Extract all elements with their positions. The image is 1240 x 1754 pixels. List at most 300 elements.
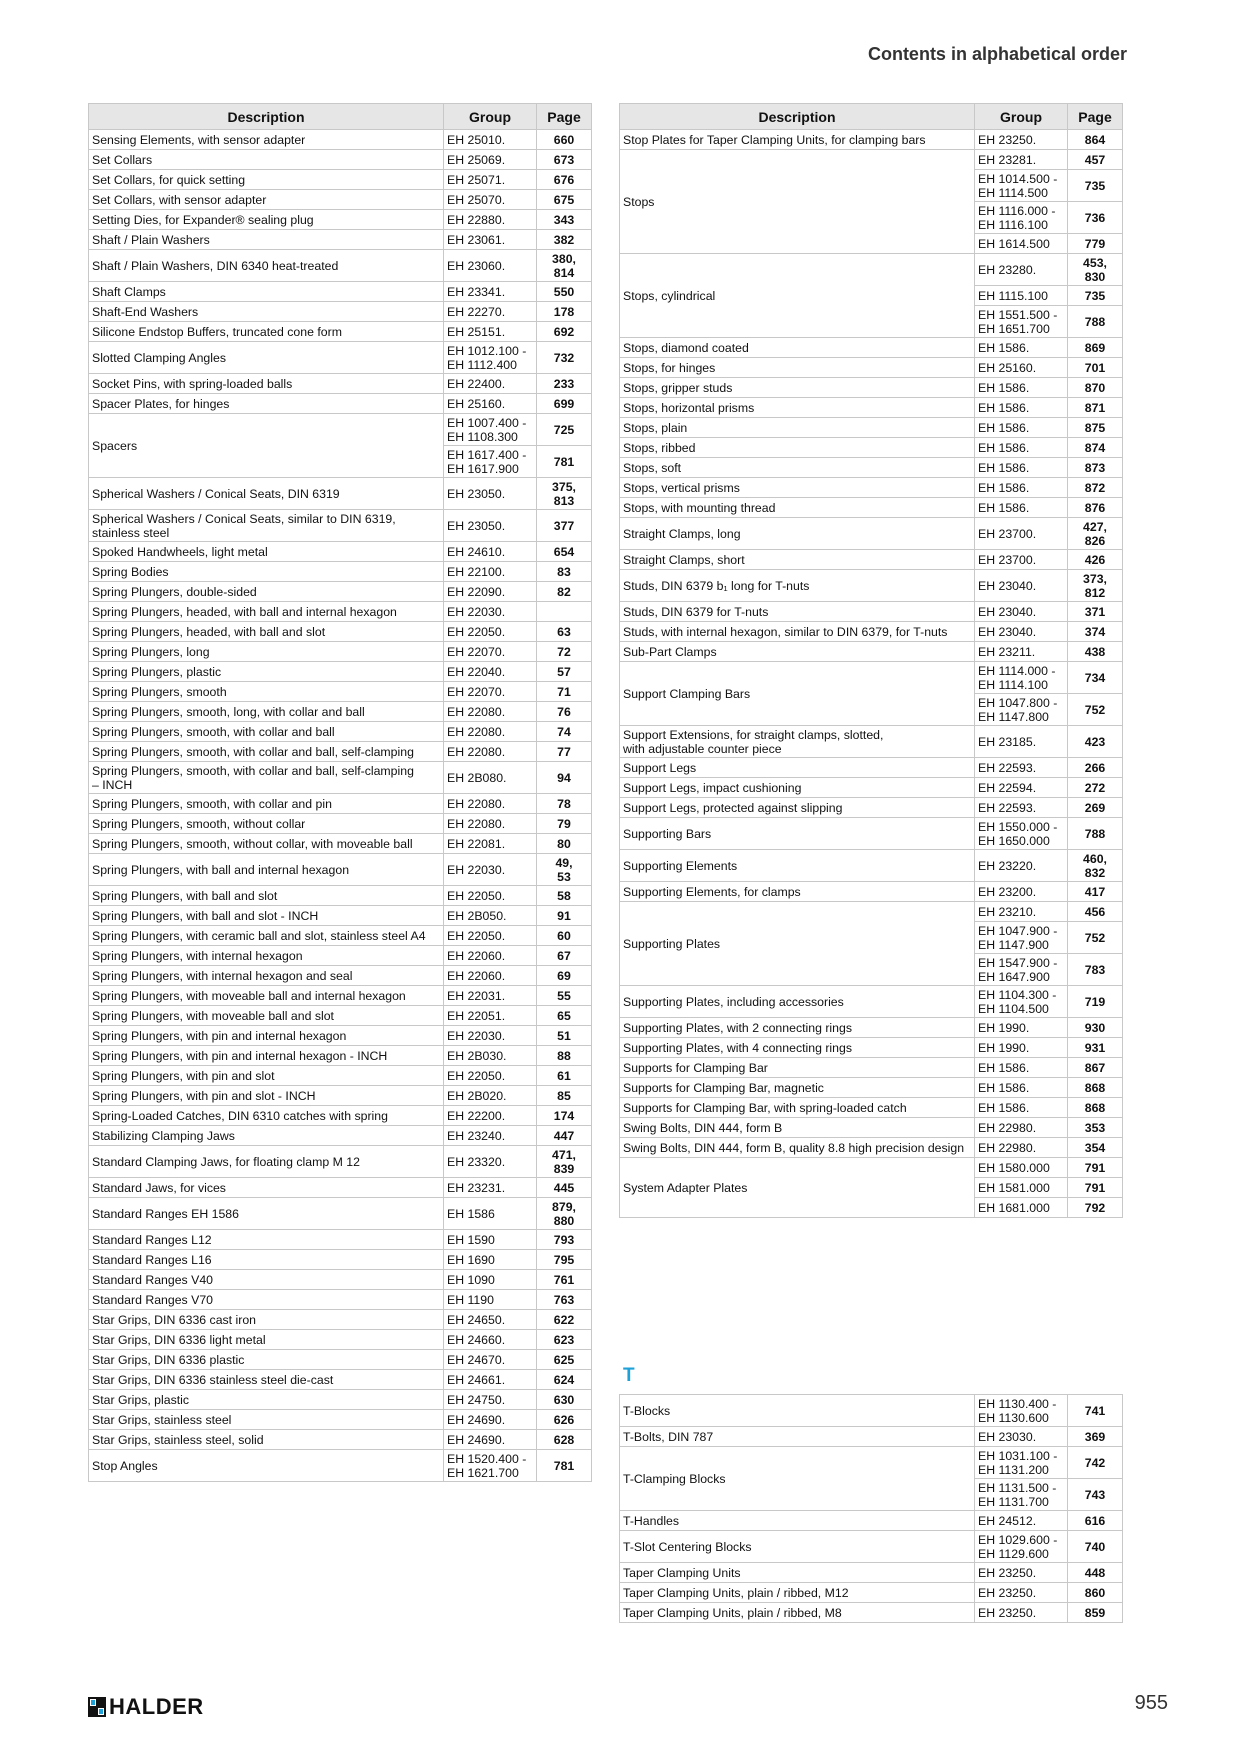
table-row (620, 850, 1123, 882)
page-cell: 788 (1068, 818, 1123, 850)
page-cell: 457 (1068, 150, 1123, 170)
table-row (89, 1026, 592, 1046)
table-row (89, 230, 592, 250)
description-cell: Spring Plungers, with internal hexagon and seal (89, 966, 444, 986)
page-cell: 83 (537, 562, 592, 582)
page-cell: 460, 832 (1068, 850, 1123, 882)
page-cell: 873 (1068, 458, 1123, 478)
page-cell: 868 (1068, 1078, 1123, 1098)
group-cell: EH 1580.000 (975, 1158, 1068, 1178)
page-cell: 426 (1068, 550, 1123, 570)
description-cell: Standard Ranges EH 1586 (89, 1198, 444, 1230)
group-cell: EH 1547.900 - EH 1647.900 (975, 954, 1068, 986)
group-cell: EH 22031. (444, 986, 537, 1006)
page-cell: 931 (1068, 1038, 1123, 1058)
group-cell: EH 22070. (444, 682, 537, 702)
description-cell: Silicone Endstop Buffers, truncated cone form (89, 322, 444, 342)
description-cell: Socket Pins, with spring-loaded balls (89, 374, 444, 394)
group-cell: EH 1586. (975, 478, 1068, 498)
group-cell: EH 24690. (444, 1410, 537, 1430)
group-cell: EH 1012.100 - EH 1112.400 (444, 342, 537, 374)
description-cell: Star Grips, stainless steel (89, 1410, 444, 1430)
table-row (89, 1198, 592, 1230)
table-row (89, 966, 592, 986)
page-cell: 423 (1068, 726, 1123, 758)
group-cell: EH 23250. (975, 1583, 1068, 1603)
description-cell: Supports for Clamping Bar (620, 1058, 975, 1078)
group-cell: EH 1047.800 - EH 1147.800 (975, 694, 1068, 726)
table-row (89, 814, 592, 834)
table-row (89, 986, 592, 1006)
table-row (620, 726, 1123, 758)
group-cell: EH 24660. (444, 1330, 537, 1350)
table-row (620, 1118, 1123, 1138)
description-cell: Stops, for hinges (620, 358, 975, 378)
table-row (620, 1038, 1123, 1058)
page-cell: 65 (537, 1006, 592, 1026)
description-cell: Spring Plungers, with ceramic ball and slot, stainless steel A4 (89, 926, 444, 946)
page-cell: 343 (537, 210, 592, 230)
page-cell: 61 (537, 1066, 592, 1086)
page-cell: 719 (1068, 986, 1123, 1018)
group-cell: EH 23220. (975, 850, 1068, 882)
table-row (620, 1563, 1123, 1583)
page-cell: 725 (537, 414, 592, 446)
description-cell: Standard Ranges L16 (89, 1250, 444, 1270)
header-group: Group (444, 104, 537, 130)
table-row (89, 926, 592, 946)
table-row (89, 1430, 592, 1450)
page-cell: 80 (537, 834, 592, 854)
table-row (89, 170, 592, 190)
table-row (89, 1370, 592, 1390)
description-cell: Stops, diamond coated (620, 338, 975, 358)
group-cell: EH 22270. (444, 302, 537, 322)
page-cell: 930 (1068, 1018, 1123, 1038)
page-cell: 67 (537, 946, 592, 966)
page-cell: 377 (537, 510, 592, 542)
group-cell: EH 23040. (975, 622, 1068, 642)
description-cell: Spring Plungers, smooth (89, 682, 444, 702)
group-cell: EH 23250. (975, 130, 1068, 150)
table-row (620, 758, 1123, 778)
description-cell: Studs, DIN 6379 b₁ long for T-nuts (620, 570, 975, 602)
table-row (620, 1531, 1123, 1563)
page-cell: 85 (537, 1086, 592, 1106)
group-cell: EH 22050. (444, 886, 537, 906)
description-cell: Spring Plungers, headed, with ball and internal hexagon (89, 602, 444, 622)
group-cell: EH 1581.000 (975, 1178, 1068, 1198)
group-cell: EH 1551.500 - EH 1651.700 (975, 306, 1068, 338)
page-cell: 625 (537, 1350, 592, 1370)
page-cell: 94 (537, 762, 592, 794)
group-cell: EH 23240. (444, 1126, 537, 1146)
description-cell: Stops, plain (620, 418, 975, 438)
page-cell: 374 (1068, 622, 1123, 642)
page-cell: 734 (1068, 662, 1123, 694)
group-cell: EH 23700. (975, 550, 1068, 570)
description-cell: Spring Plungers, headed, with ball and slot (89, 622, 444, 642)
group-cell: EH 23050. (444, 510, 537, 542)
table-row (89, 150, 592, 170)
table-row (89, 582, 592, 602)
group-cell: EH 22030. (444, 602, 537, 622)
page-cell: 79 (537, 814, 592, 834)
group-cell: EH 1681.000 (975, 1198, 1068, 1218)
description-cell: Star Grips, DIN 6336 plastic (89, 1350, 444, 1370)
description-cell: Star Grips, DIN 6336 light metal (89, 1330, 444, 1350)
group-cell: EH 1014.500 - EH 1114.500 (975, 170, 1068, 202)
page-cell: 57 (537, 662, 592, 682)
description-cell: Standard Jaws, for vices (89, 1178, 444, 1198)
header-description: Description (620, 104, 975, 130)
table-row (89, 1330, 592, 1350)
page-cell: 791 (1068, 1178, 1123, 1198)
page-cell: 60 (537, 926, 592, 946)
page-cell: 660 (537, 130, 592, 150)
group-cell: EH 23030. (975, 1427, 1068, 1447)
table-row (89, 1230, 592, 1250)
description-cell: Star Grips, DIN 6336 cast iron (89, 1310, 444, 1330)
description-cell: Spring Plungers, with ball and internal hexagon (89, 854, 444, 886)
group-cell: EH 1586. (975, 378, 1068, 398)
description-cell: Supporting Elements (620, 850, 975, 882)
group-cell: EH 1586. (975, 398, 1068, 418)
page-cell: 616 (1068, 1511, 1123, 1531)
page-cell: 795 (537, 1250, 592, 1270)
page-cell: 752 (1068, 922, 1123, 954)
description-cell: Supporting Bars (620, 818, 975, 850)
table-row (89, 742, 592, 762)
description-cell: Slotted Clamping Angles (89, 342, 444, 374)
description-cell: Spring Plungers, smooth, with collar and ball, self-clamping (89, 742, 444, 762)
page-cell: 879, 880 (537, 1198, 592, 1230)
table-row (89, 374, 592, 394)
table-row (89, 622, 592, 642)
description-cell: Supports for Clamping Bar, magnetic (620, 1078, 975, 1098)
description-cell: Star Grips, DIN 6336 stainless steel die-cast (89, 1370, 444, 1390)
description-cell: Spoked Handwheels, light metal (89, 542, 444, 562)
description-cell: Stops, with mounting thread (620, 498, 975, 518)
group-cell: EH 1130.400 - EH 1130.600 (975, 1395, 1068, 1427)
group-cell: EH 22080. (444, 814, 537, 834)
table-row (89, 602, 592, 622)
group-cell: EH 2B080. (444, 762, 537, 794)
table-row (89, 762, 592, 794)
header-page: Page (537, 104, 592, 130)
description-cell: Taper Clamping Units, plain / ribbed, M12 (620, 1583, 975, 1603)
group-cell: EH 22050. (444, 926, 537, 946)
page-cell: 77 (537, 742, 592, 762)
table-row (89, 414, 592, 446)
group-cell: EH 1614.500 (975, 234, 1068, 254)
page-cell: 58 (537, 886, 592, 906)
description-cell: Spring Plungers, smooth, long, with collar and ball (89, 702, 444, 722)
table-row (89, 1146, 592, 1178)
page-cell: 875 (1068, 418, 1123, 438)
page-title: Contents in alphabetical order (867, 44, 1127, 64)
table-row (89, 1250, 592, 1270)
halder-logo (88, 1694, 204, 1720)
page-cell: 874 (1068, 438, 1123, 458)
page-cell: 736 (1068, 202, 1123, 234)
table-row (620, 478, 1123, 498)
description-cell: Support Legs, impact cushioning (620, 778, 975, 798)
description-cell: Shaft / Plain Washers (89, 230, 444, 250)
description-cell: Spring Plungers, with moveable ball and slot (89, 1006, 444, 1026)
page-cell: 793 (537, 1230, 592, 1250)
page-cell: 174 (537, 1106, 592, 1126)
description-cell: Stops, soft (620, 458, 975, 478)
page-cell: 438 (1068, 642, 1123, 662)
description-cell: Taper Clamping Units (620, 1563, 975, 1583)
group-cell: EH 1990. (975, 1018, 1068, 1038)
description-cell: Support Extensions, for straight clamps, slotted, with adjustable counter piece (620, 726, 975, 758)
description-cell: Spring Plungers, smooth, with collar and ball, self-clamping – INCH (89, 762, 444, 794)
group-cell: EH 1586 (444, 1198, 537, 1230)
page-cell: 382 (537, 230, 592, 250)
description-cell: Spring Plungers, with internal hexagon (89, 946, 444, 966)
description-cell: Spring Plungers, with pin and slot - INCH (89, 1086, 444, 1106)
description-cell: Stabilizing Clamping Jaws (89, 1126, 444, 1146)
description-cell: Shaft / Plain Washers, DIN 6340 heat-treated (89, 250, 444, 282)
group-cell: EH 23040. (975, 570, 1068, 602)
description-cell: Supporting Plates, with 4 connecting rings (620, 1038, 975, 1058)
table-row (89, 1450, 592, 1482)
group-cell: EH 1690 (444, 1250, 537, 1270)
table-row (620, 254, 1123, 286)
description-cell: T-Handles (620, 1511, 975, 1531)
group-cell: EH 1586. (975, 1098, 1068, 1118)
group-cell: EH 22200. (444, 1106, 537, 1126)
group-cell: EH 22593. (975, 798, 1068, 818)
description-cell: Supporting Elements, for clamps (620, 882, 975, 902)
table-row (89, 210, 592, 230)
page-cell: 859 (1068, 1603, 1123, 1623)
description-cell: Spring Plungers, with moveable ball and internal hexagon (89, 986, 444, 1006)
description-cell: Studs, with internal hexagon, similar to DIN 6379, for T-nuts (620, 622, 975, 642)
page-cell: 860 (1068, 1583, 1123, 1603)
description-cell: Support Legs (620, 758, 975, 778)
group-cell: EH 24661. (444, 1370, 537, 1390)
description-cell: Supporting Plates, with 2 connecting rings (620, 1018, 975, 1038)
description-cell: Taper Clamping Units, plain / ribbed, M8 (620, 1603, 975, 1623)
group-cell: EH 22051. (444, 1006, 537, 1026)
table-row (620, 986, 1123, 1018)
table-row (620, 338, 1123, 358)
page-cell: 675 (537, 190, 592, 210)
table-row (620, 818, 1123, 850)
table-row (620, 882, 1123, 902)
table-row (620, 622, 1123, 642)
group-cell: EH 22070. (444, 642, 537, 662)
table-row (620, 150, 1123, 170)
description-cell: Stops, ribbed (620, 438, 975, 458)
page-cell: 626 (537, 1410, 592, 1430)
group-cell: EH 2B030. (444, 1046, 537, 1066)
table-row (89, 394, 592, 414)
group-cell: EH 22400. (444, 374, 537, 394)
header-group: Group (975, 104, 1068, 130)
page-cell: 779 (1068, 234, 1123, 254)
group-cell: EH 22080. (444, 742, 537, 762)
description-cell: Support Clamping Bars (620, 662, 975, 726)
table-row (89, 282, 592, 302)
description-cell: Sub-Part Clamps (620, 642, 975, 662)
description-cell: Supporting Plates, including accessories (620, 986, 975, 1018)
table-row (620, 902, 1123, 922)
group-cell: EH 23250. (975, 1563, 1068, 1583)
brand-name: HALDER (109, 1694, 204, 1719)
page-cell: 74 (537, 722, 592, 742)
group-cell: EH 24750. (444, 1390, 537, 1410)
page-cell: 375, 813 (537, 478, 592, 510)
table-row (89, 322, 592, 342)
page-cell: 676 (537, 170, 592, 190)
group-cell: EH 23200. (975, 882, 1068, 902)
page-cell: 178 (537, 302, 592, 322)
table-row (89, 250, 592, 282)
group-cell: EH 1590 (444, 1230, 537, 1250)
table-row (89, 1006, 592, 1026)
group-cell: EH 1116.000 - EH 1116.100 (975, 202, 1068, 234)
description-cell: Spring Plungers, smooth, with collar and ball (89, 722, 444, 742)
page-cell: 732 (537, 342, 592, 374)
description-cell: System Adapter Plates (620, 1158, 975, 1218)
description-cell: Straight Clamps, short (620, 550, 975, 570)
table-row (89, 854, 592, 886)
table-row (620, 570, 1123, 602)
page-cell: 735 (1068, 286, 1123, 306)
page-cell (537, 602, 592, 622)
page-cell: 781 (537, 1450, 592, 1482)
group-cell: EH 1586. (975, 498, 1068, 518)
page-cell: 354 (1068, 1138, 1123, 1158)
group-cell: EH 1990. (975, 1038, 1068, 1058)
description-cell: Stop Angles (89, 1450, 444, 1482)
group-cell: EH 22880. (444, 210, 537, 230)
page-cell: 761 (537, 1270, 592, 1290)
page-cell: 63 (537, 622, 592, 642)
description-cell: Stops (620, 150, 975, 254)
page-cell: 49, 53 (537, 854, 592, 886)
group-cell: EH 22040. (444, 662, 537, 682)
description-cell: Spring Plungers, with pin and slot (89, 1066, 444, 1086)
group-cell: EH 22060. (444, 946, 537, 966)
group-cell: EH 24650. (444, 1310, 537, 1330)
description-cell: Set Collars, for quick setting (89, 170, 444, 190)
group-cell: EH 1550.000 - EH 1650.000 (975, 818, 1068, 850)
contents-table-right (619, 103, 1123, 1218)
description-cell: Spherical Washers / Conical Seats, DIN 6319 (89, 478, 444, 510)
description-cell: Spring Plungers, long (89, 642, 444, 662)
table-row (620, 1158, 1123, 1178)
group-cell: EH 1131.500 - EH 1131.700 (975, 1479, 1068, 1511)
group-cell: EH 22030. (444, 1026, 537, 1046)
page-cell: 380, 814 (537, 250, 592, 282)
group-cell: EH 22980. (975, 1138, 1068, 1158)
description-cell: Spring Plungers, with pin and internal hexagon (89, 1026, 444, 1046)
group-cell: EH 24670. (444, 1350, 537, 1370)
table-row (620, 1018, 1123, 1038)
table-row (89, 302, 592, 322)
description-cell: Set Collars (89, 150, 444, 170)
page-cell: 701 (1068, 358, 1123, 378)
page-cell: 417 (1068, 882, 1123, 902)
description-cell: Spacers (89, 414, 444, 478)
group-cell: EH 1115.100 (975, 286, 1068, 306)
page-cell: 876 (1068, 498, 1123, 518)
page-cell: 272 (1068, 778, 1123, 798)
table-row (620, 130, 1123, 150)
description-cell: Stops, cylindrical (620, 254, 975, 338)
page-cell: 371 (1068, 602, 1123, 622)
group-cell: EH 1190 (444, 1290, 537, 1310)
page-cell: 72 (537, 642, 592, 662)
description-cell: Stops, vertical prisms (620, 478, 975, 498)
table-row (89, 1046, 592, 1066)
group-cell: EH 22060. (444, 966, 537, 986)
page-cell: 783 (1068, 954, 1123, 986)
table-row (89, 662, 592, 682)
page-cell: 51 (537, 1026, 592, 1046)
page-cell: 471, 839 (537, 1146, 592, 1178)
table-row (89, 478, 592, 510)
group-cell: EH 23185. (975, 726, 1068, 758)
description-cell: Spring-Loaded Catches, DIN 6310 catches with spring (89, 1106, 444, 1126)
page-cell: 427, 826 (1068, 518, 1123, 550)
table-row (89, 682, 592, 702)
group-cell: EH 22090. (444, 582, 537, 602)
header-page: Page (1068, 104, 1123, 130)
group-cell: EH 1090 (444, 1270, 537, 1290)
group-cell: EH 23050. (444, 478, 537, 510)
section-letter-t: T (623, 1365, 635, 1386)
group-cell: EH 22081. (444, 834, 537, 854)
table-row (89, 1350, 592, 1370)
group-cell: EH 25070. (444, 190, 537, 210)
description-cell: Spring Plungers, with ball and slot (89, 886, 444, 906)
page-cell: 448 (1068, 1563, 1123, 1583)
group-cell: EH 25160. (975, 358, 1068, 378)
table-row (89, 542, 592, 562)
group-cell: EH 22080. (444, 702, 537, 722)
table-row (620, 358, 1123, 378)
description-cell: Support Legs, protected against slipping (620, 798, 975, 818)
group-cell: EH 1586. (975, 1058, 1068, 1078)
table-row (89, 722, 592, 742)
description-cell: Straight Clamps, long (620, 518, 975, 550)
description-cell: Spherical Washers / Conical Seats, similar to DIN 6319, stainless steel (89, 510, 444, 542)
halder-logo-icon (88, 1697, 106, 1717)
group-cell: EH 2B050. (444, 906, 537, 926)
page-cell: 353 (1068, 1118, 1123, 1138)
table-row (620, 1447, 1123, 1479)
description-cell: Swing Bolts, DIN 444, form B, quality 8.8 high precision design (620, 1138, 975, 1158)
page-cell: 740 (1068, 1531, 1123, 1563)
table-row (89, 1126, 592, 1146)
page-cell: 742 (1068, 1447, 1123, 1479)
group-cell: EH 1586. (975, 438, 1068, 458)
page-cell: 673 (537, 150, 592, 170)
group-cell: EH 22594. (975, 778, 1068, 798)
group-cell: EH 22030. (444, 854, 537, 886)
table-row (620, 1138, 1123, 1158)
group-cell: EH 1520.400 - EH 1621.700 (444, 1450, 537, 1482)
group-cell: EH 22050. (444, 622, 537, 642)
page-cell: 453, 830 (1068, 254, 1123, 286)
table-row (620, 1395, 1123, 1427)
